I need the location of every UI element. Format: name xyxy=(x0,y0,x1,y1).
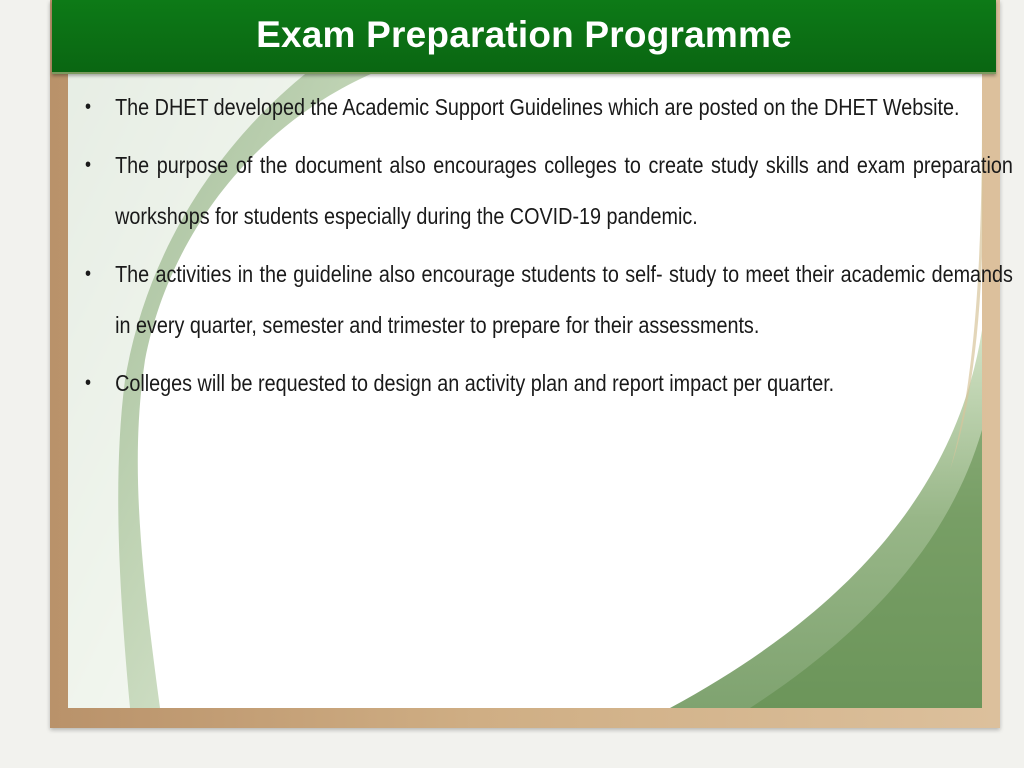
bullet-icon: • xyxy=(85,372,92,394)
title-bar xyxy=(52,0,996,74)
slide-title: Exam Preparation Programme xyxy=(256,14,792,55)
bullet-text-1: The DHET developed the Academic Support Guidelines which are posted on the DHET Website. xyxy=(115,94,960,120)
bullet-icon: • xyxy=(85,154,92,176)
bullet-text-4: Colleges will be requested to design an activity plan and report impact per quarter. xyxy=(115,370,835,396)
bullet-text-2: The purpose of the document also encourages colleges to create study skills and exam preparation workshops for students especially during the COVID-19 pandemic. xyxy=(115,152,1013,229)
bullet-text-3: The activities in the guideline also encourage students to self- study to meet their academic demands in every quarter, semester and trimester to prepare for their assessments. xyxy=(115,261,1013,338)
bullet-list xyxy=(85,82,1013,409)
bullet-item-2 xyxy=(85,140,1013,242)
bullet-item-4 xyxy=(85,358,1013,409)
bullet-icon: • xyxy=(85,96,92,118)
bullet-item-1 xyxy=(85,82,1013,133)
slide-content xyxy=(85,82,1013,416)
bullet-icon: • xyxy=(85,263,92,285)
bullet-item-3 xyxy=(85,249,1013,351)
